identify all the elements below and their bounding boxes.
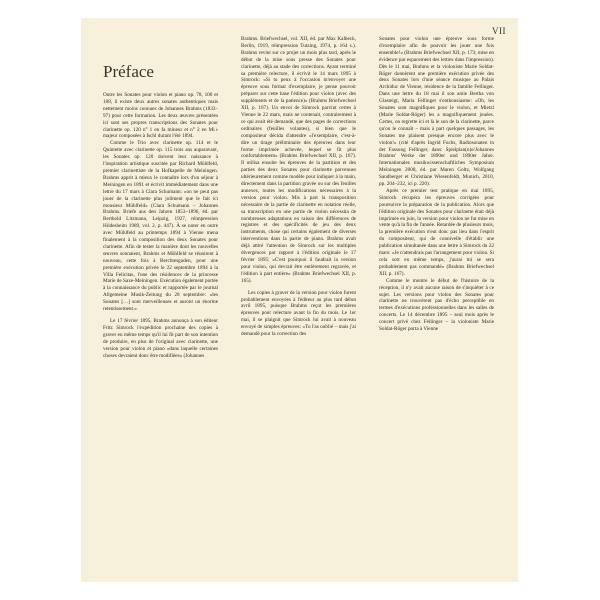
text-column-2 bbox=[241, 36, 356, 572]
page-number: VII bbox=[492, 26, 506, 36]
paragraph: Le 17 février 1895, Brahms annonça à son éditeur Fritz Simrock l'expédition prochaine des copies à graver en même temps qu'il lui fit part de son intention de produire, en plus de l'original avec clarinette, une version pour violon et piano «dans laquelle certaines choses devraient donc être modifiées» (Johannes bbox=[103, 318, 218, 359]
paragraph: Comme le montre le début de l'histoire de la réception, il n'y avait aucune raison de s'inquiéter à ce sujet. Les versions pour violon des Sonates pour clarinette ne trouvèrent pas d'écho perceptible en termes d'exécutions professionnelles dans les salles de concerts. Le 14 décembre 1895 – seul mois après le concert privé chez Fellinger – la violoniste Marie Soldat-Röger porta à Vienne bbox=[379, 277, 494, 333]
page-title: Préface bbox=[103, 62, 154, 81]
paragraph: Après ce premier test pratique en mai 1895, Simrock récupéra les épreuves corrigées pour poursuivre la préparation de la publication. Alors que l'édition originale des Sonates pour clarinette était déjà imprimée en juin, la version pour violon ne fut mise en vente qu'à la fin de l'année. Retardée de plusieurs mois, la première exécution n'eut donc pas lieu dans l'esprit du compositeur, qui de connivelle d'établir une publication simultanée dans une lettre à Simrock du 22 mars: «Je n'attendrais pas l'arrangement pour violon. Si cela sort en même temps, j'aurai mi se sera probablement pas commandé» (Brahms Briefwechsel XII, p. 167). bbox=[379, 187, 494, 277]
paragraph: Les copies à graver de la version pour violon furent probablement envoyées à l'éditeur au plus tard début avril 1895, puisque Brahms reçut les premières épreuves pour relecture avant la fin du mois. Le 1er mai, il se plaignit que Simrock lui avait à nouveau envoyé de simples épreuves: «Tu l'as oublié – mais j'ai demandé pour la correction des bbox=[241, 289, 356, 338]
paragraph: Comme le Trio avec clarinette op. 114 et le Quintette avec clarinette op. 115 trois ans auparavant, les Sonates op. 120 doivent leur naissance à l'inspiration artistique suscitée par Richard Mühlfeld, premier clarinettiste de la Hofkapelle de Meiningen. Brahms apprit à mieux le connaître lors d'un séjour à Meiningen en 1891 et écrivit immédiatement dans une lettre du 17 mars à Clara Schumann: «on ne peut pas jouer de la clarinette plus joliment que le fait ici monsieur Mühlfeld» (Clara Schumann – Johannes Brahms. Briefe aus den Jahren 1853–1896, éd. par Berthold Litzmann, Leipzig, 1927, réimpression Hildesheim 1989, vol. 2, p. 447). À se noter en outre avec Mühlfeld au printemps 1894 à Vienne mena finalement à la composition des deux Sonates pour clarinette. Afin de tester la manière dont les nouvelles œuvres sonnaient, Brahms et Mühlfeld se réunirent à nouveau, cette fois à Berchtesgaden, pour une première exécution privée le 22 septembre 1894 à la Villa Felicitas, l'une des résidences de la princesse Marie de Saxe-Meiningen. Exécution également portée à la connaissance du public et rapportée par le journal Allgemeine Musik-Zeitung du 28 septembre: «les Sonates […] sont merveilleuses et auront un énorme retentissement.» bbox=[103, 140, 218, 313]
paragraph: Outre les Sonates pour violon et piano op. 78, 100 et 108, il existe deux autres sonates authentiques mais nettement moins connues de Johannes Brahms (1833–97) pour cette formation. Les deux œuvres présentées ici sont ses propres transcriptions des Sonates pour clarinette op. 120 n° 1 en fa mineur et n° 2 en Mi♭ majeur composées à Ischl durant l'été 1894. bbox=[103, 92, 218, 140]
paragraph: Brahms. Briefwechsel, vol. XII, éd. par Max Kalbeck, Berlin, 1919, réimpression Tutzing, 1974, p. 164 s.). Brahms revint sur ce projet un mois plus tard, après le début de la mise sous presse des Sonates pour clarinette, déjà au stade des corrections. Ayant terminé sa première relecture, il écrivit le 14 mars 1895 à Simrock: «Si tu peux à l'occasion m'envoyer une épreuve sous format d'exemplaire, je pense pouvoir préparer sur cette base l'édition pour violon (avec des suppléments et de la patience)» (Brahms Briefwechsel XII, p. 167). Un envoi de Simrock parvint certes à Vienne le 22 mars, mais ne contenait, contrairement à ce qui avait été demandé, que des pages de corrections ordinaires (feuilles volantes), si bien que le compositeur décida d'attendre «l'exemplaire, c'est-à-dire un tirage préliminaire des épreuves dans leur forme imprimée achevée, lequel se fit plus confortablement» (Brahms Briefwechsel XII, p. 167). Il utilisa ensuite les épreuves de la partition et des parties des deux Sonates pour clarinette parvenues ultérieurement comme modèle pour indiquer à la main, directement dans la partition gravée ou sur des feuilles annexes, toutes les modifications nécessaires à la version pour violon. Mis à part la transposition nécessaire de la partie de clarinette en notation réelle, sa transcription en une partie de violon nécessita de nombreuses adaptations en raison des différences de registres et des spécificités de jeu des deux instruments, chose qui certains également de diverses interventions dans la partie de piano. Brahms avait déjà attiré l'attention de Simrock sur les multiples divergences par rapport à l'édition originale le 17 février 1895: «C'est pourquoi il faudrait la version pour violon, qui devrait être entièrement regravée, et l'édition à part entière» (Brahms Briefwechsel XII, p. 165). bbox=[241, 36, 356, 284]
text-column-3 bbox=[379, 36, 494, 572]
document-page bbox=[81, 18, 518, 582]
paragraph: Sonates pour violon une épreuve sous forme d'exemplaire afin de pouvoir les jouer une fois ensemble!» (Brahms Briefwechsel XII, p. 173; mise en évidence par espacement des lettres dans l'impression). Dès le 11 mai, Brahms et la violoniste Marie Soldat-Röger donnèrent une première exécution privée des deux Sonates lors d'une séance musique au Palais Archiduc de Vienne, résidence de la famille Fellinger. Dans une lettre du 18 mai il son amie Bertha von Glasteigt, Maria Fellinger s'enthousiasme: «Oh, les Sonates sont magnifiques pour le violon, et Mietzl (Marie Soldat-Röger) les a magnifiquement jouées. Certes, on regrette ici et là le son de la clarinette, parce qu'on le connaît – mais à part quelques passages, les Sonates me plaisent presque encore plus avec le violon!» (cité d'après Ingrid Fuchs, Radiosonaten in der Fassung Fellinger, dans: Spielplan(n)e/Johannes Brahms' Werke der 1890er und 1890er Jahre. Internationales musikwissenschaftliches Symposium Meiningen 2008, éd. par Maren Goltz, Wolfgang Sandberger et Christiane Wiesenfeldt, Munich, 2010, pp. 204–232, ici p. 220). bbox=[379, 36, 494, 188]
text-column-1 bbox=[103, 92, 218, 572]
